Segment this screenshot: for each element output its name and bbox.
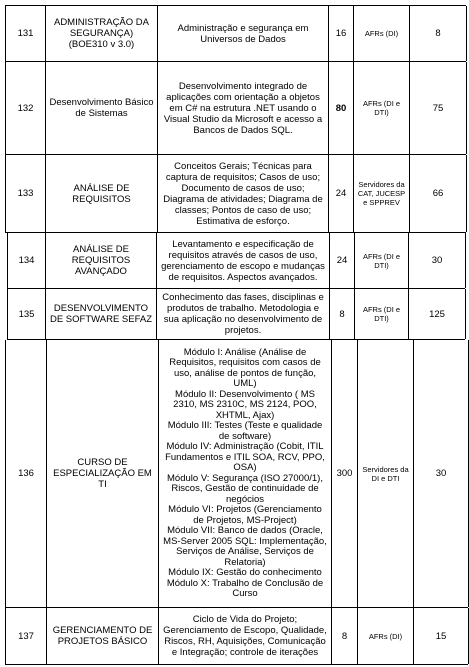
participant-count: 15 bbox=[414, 608, 469, 664]
course-hours: 80 bbox=[329, 62, 354, 154]
course-number: 131 bbox=[6, 6, 46, 61]
module-line: Módulo II: Desenvolvimento ( MS 2310, MS 2310C, MS 2124, POO, XHTML, Ajax) bbox=[173, 388, 317, 421]
target-audience: AFRs (DI e DTI) bbox=[354, 62, 410, 154]
target-audience: Servidores da CAT, JUCESP e SPPREV bbox=[354, 155, 410, 232]
module-line: Módulo VI: Projetos (Gerenciamento de Projetos, MS-Project) bbox=[168, 504, 322, 526]
course-description: Desenvolvimento integrado de aplicações com orientação a objetos em C# na estrutura .NET usando o Visual Studio da Microsoft e acesso a Bancos de Dados SQL. bbox=[158, 62, 329, 154]
participant-count: 75 bbox=[410, 62, 467, 154]
course-description bbox=[159, 340, 332, 607]
course-hours: 16 bbox=[329, 6, 354, 61]
table-row-133 bbox=[5, 155, 466, 233]
course-name: DESENVOLVIMENTO DE SOFTWARE SEFAZ bbox=[46, 289, 157, 339]
module-line: Módulo X: Trabalho de Conclusão de Curso bbox=[166, 577, 324, 599]
course-number: 136 bbox=[6, 340, 47, 607]
module-line: Módulo IV: Administração (Cobit, ITIL Fundamentos e ITIL SOA, RCV, PPO, OSA) bbox=[165, 441, 325, 473]
table-row-136 bbox=[5, 340, 468, 608]
course-hours: 24 bbox=[329, 155, 354, 232]
table-row-132 bbox=[5, 62, 466, 155]
target-audience: Servidores da DI e DTI bbox=[358, 340, 414, 607]
module-line: Módulo V: Segurança (ISO 27000/1), Riscos, Gestão de continuidade de negócios bbox=[167, 472, 323, 505]
participant-count: 30 bbox=[414, 340, 469, 607]
course-name: ANÁLISE DE REQUISITOS bbox=[46, 155, 158, 232]
course-number: 135 bbox=[8, 289, 46, 339]
target-audience: AFRs (DI) bbox=[354, 6, 410, 61]
course-description: Conceitos Gerais; Técnicas para captura de requisitos; Casos de uso; Documento de casos de uso; Diagrama de atividades; Diagrama de classes; Pontos de caso de uso; Estimativa de esforço. bbox=[158, 155, 329, 232]
participant-count: 125 bbox=[409, 289, 466, 339]
course-name: ADMINISTRAÇÃO DA SEGURANÇA) (BOE310 v 3.0) bbox=[46, 6, 158, 61]
course-hours: 24 bbox=[330, 233, 355, 288]
course-hours: 8 bbox=[330, 289, 355, 339]
course-name: Desenvolvimento Básico de Sistemas bbox=[46, 62, 158, 154]
target-audience: AFRs (DI e DTI) bbox=[355, 233, 409, 288]
target-audience: AFRs (DI e DTI) bbox=[355, 289, 409, 339]
course-description: Conhecimento das fases, disciplinas e produtos de trabalho. Metodologia e sua aplicação no desenvolvimento de projetos. bbox=[157, 289, 330, 339]
table-row-135 bbox=[7, 289, 465, 340]
course-number: 133 bbox=[6, 155, 46, 232]
participant-count: 30 bbox=[409, 233, 466, 288]
course-description: Levantamento e especificação de requisitos através de casos de uso, gerenciamento de escopo e mudanças de requisitos. Aspectos avançados. bbox=[157, 233, 330, 288]
module-line: Módulo VII: Banco de dados (Oracle, MS-Server 2005 SQL: Implementação, Serviços de Análise, Serviços de Relatoria) bbox=[163, 525, 327, 568]
target-audience: AFRs (DI) bbox=[358, 608, 414, 664]
course-hours: 300 bbox=[332, 340, 358, 607]
course-hours: 8 bbox=[332, 608, 358, 664]
table-row-131 bbox=[5, 5, 466, 62]
course-name: CURSO DE ESPECIALIZAÇÃO EM TI bbox=[47, 340, 159, 607]
course-description: Ciclo de Vida do Projeto; Gerenciamento de Escopo, Qualidade, Riscos, RH, Aquisições, Comunicação e Integração; controle de iterações bbox=[159, 608, 332, 664]
course-number: 137 bbox=[6, 608, 47, 664]
course-number: 134 bbox=[8, 233, 46, 288]
participant-count: 66 bbox=[410, 155, 467, 232]
table-row-137 bbox=[5, 608, 468, 665]
course-name: GERENCIAMENTO DE PROJETOS BÁSICO bbox=[47, 608, 159, 664]
course-description: Administração e segurança em Universos de Dados bbox=[158, 6, 329, 61]
course-number: 132 bbox=[6, 62, 46, 154]
course-name: ANÁLISE DE REQUISITOS AVANÇADO bbox=[46, 233, 157, 288]
table-row-134 bbox=[7, 233, 465, 289]
participant-count: 8 bbox=[410, 6, 467, 61]
module-line: Módulo I: Análise (Análise de Requisitos, requisitos com casos de uso, análise de pontos de função, UML) bbox=[169, 346, 321, 389]
module-line: Módulo III: Testes (Teste e qualidade de software) bbox=[167, 420, 323, 442]
module-line: Módulo IX: Gestão do conhecimento bbox=[168, 567, 322, 578]
